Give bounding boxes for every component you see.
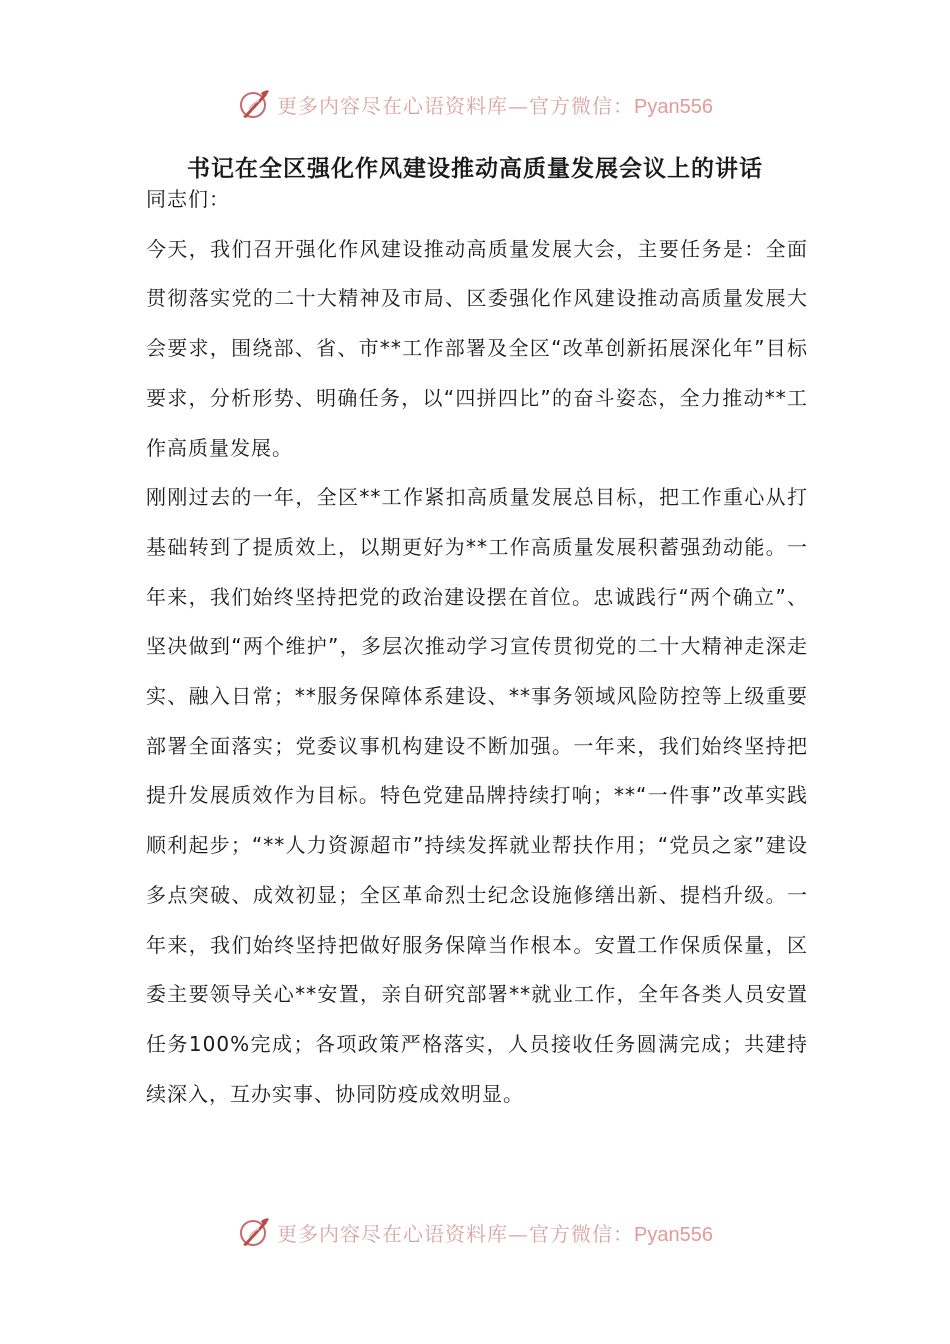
watermark-text: 更多内容尽在心语资料库—官方微信：Pyan556 [277,93,713,118]
watermark-wechat-id: Pyan556 [634,1223,713,1246]
watermark-text: 更多内容尽在心语资料库—官方微信：Pyan556 [277,1221,713,1246]
quill-pen-circle-icon [237,87,271,121]
document-body [146,175,808,1119]
paragraph-intro: 今天，我们召开强化作风建设推动高质量发展大会，主要任务是：全面贯彻落实党的二十大精神及市局、区委强化作风建设推动高质量发展大会要求，围绕部、省、市**工作部署及全区“改革创新拓展深化年”目标要求，分析形势、明确任务，以“四拼四比”的奋斗姿态，全力推动**工作高质量发展。 [146,236,808,460]
salutation: 同志们： [146,187,230,211]
watermark-footer [0,1212,950,1252]
quill-pen-circle-icon [237,1215,271,1249]
paragraph-review: 刚刚过去的一年，全区**工作紧扣高质量发展总目标，把工作重心从打基础转到了提质效上，以期更好为**工作高质量发展积蓄强劲动能。一年来，我们始终坚持把党的政治建设摆在首位。忠诚践行“两个确立”、坚决做到“两个维护”，多层次推动学习宣传贯彻党的二十大精神走深走实、融入日常；**服务保障体系建设、**事务领域风险防控等上级重要部署全面落实；党委议事机构建设不断加强。一年来，我们始终坚持把提升发展质效作为目标。特色党建品牌持续打响；**“一件事”改革实践顺利起步；“**人力资源超市”持续发挥就业帮扶作用；“党员之家”建设多点突破、成效初显；全区革命烈士纪念设施修缮出新、提档升级。一年来，我们始终坚持把做好服务保障当作根本。安置工作保质保量，区委主要领导关心**安置，亲自研究部署**就业工作，全年各类人员安置任务100%完成；各项政策严格落实，人员接收任务圆满完成；共建持续深入，互办实事、协同防疫成效明显。 [146,485,808,1106]
watermark-header [0,84,950,124]
watermark-wechat-id: Pyan556 [634,95,713,118]
document-title: 书记在全区强化作风建设推动高质量发展会议上的讲话 [187,156,763,182]
